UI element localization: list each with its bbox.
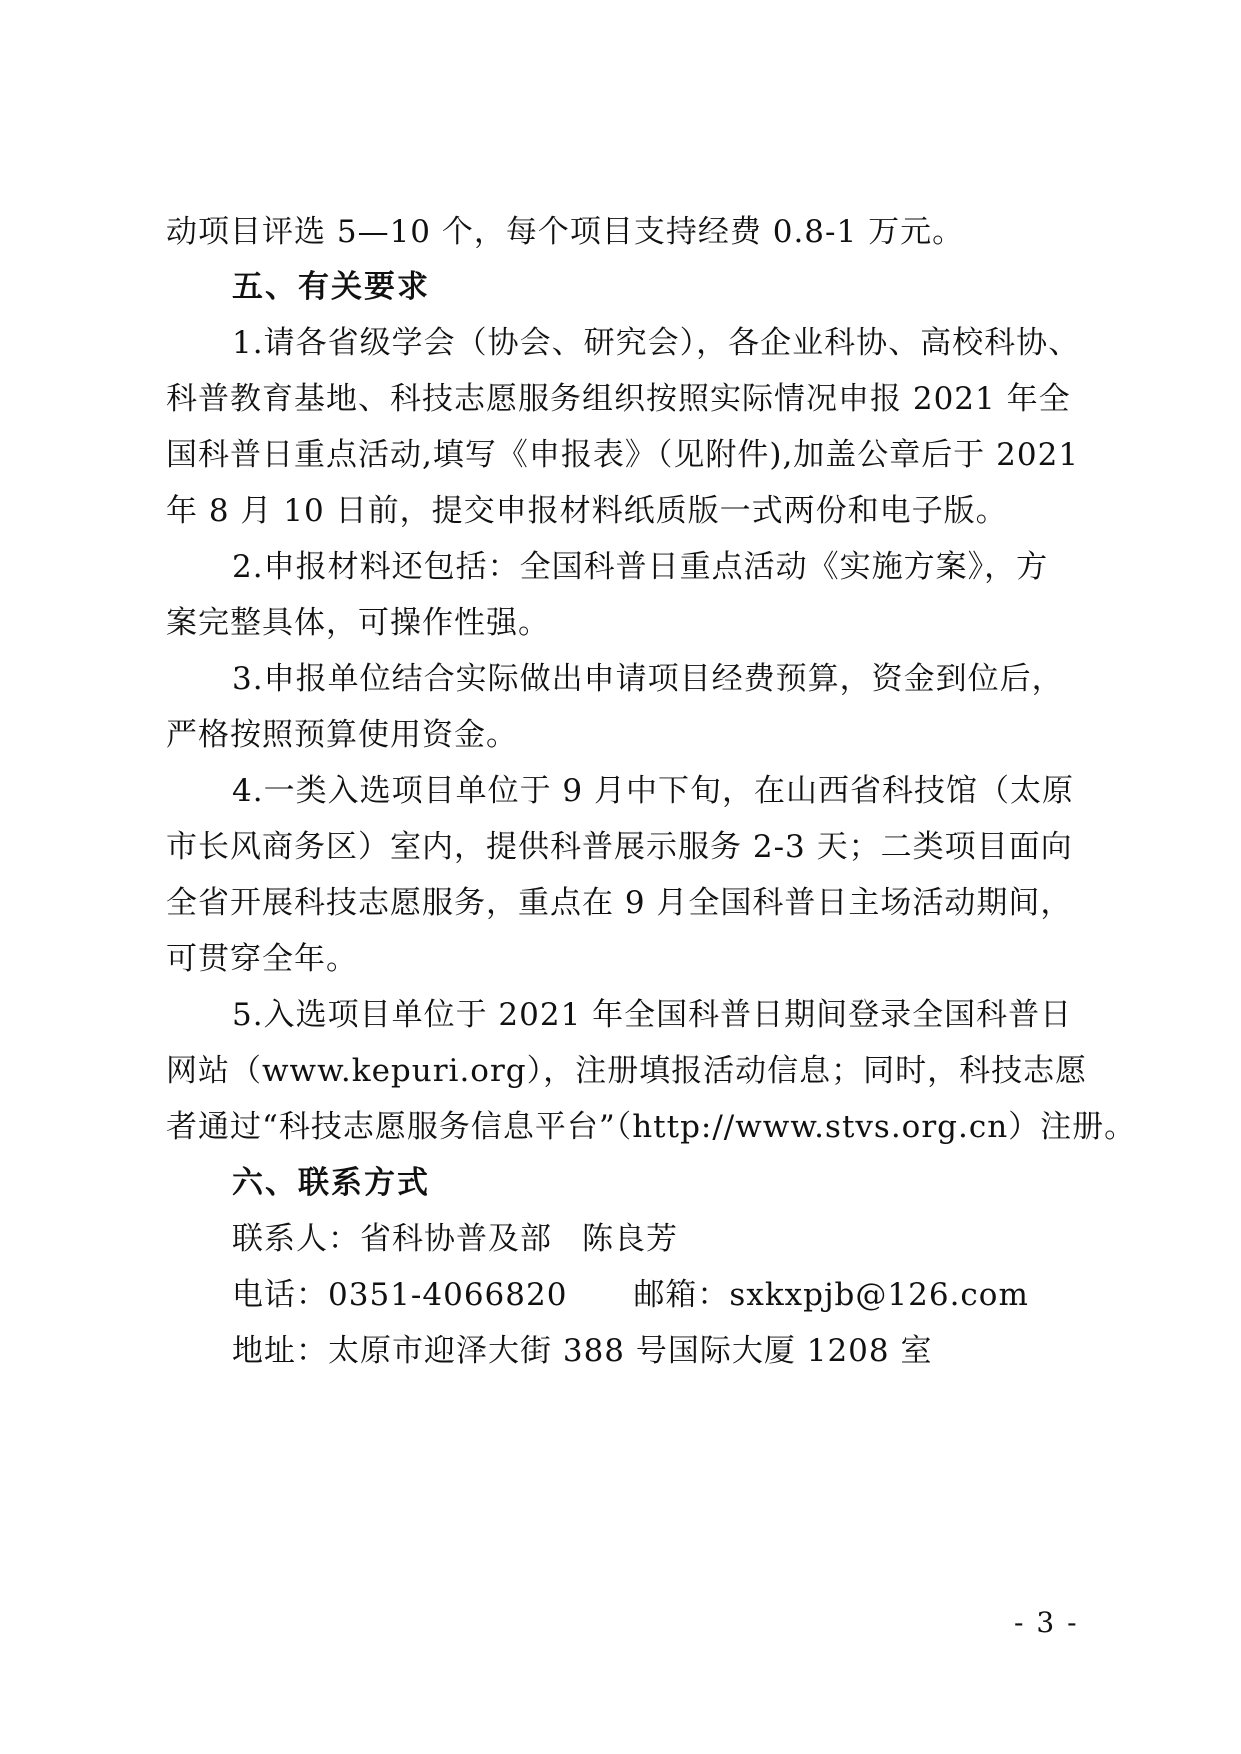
item-1-line-2: 科普教育基地、科技志愿服务组织按照实际情况申报 2021 年全	[166, 381, 1071, 417]
item-4-line-2: 市长风商务区）室内，提供科普展示服务 2-3 天；二类项目面向	[166, 829, 1073, 865]
page-number: - 3 -	[1014, 1606, 1079, 1639]
item-4-line-1: 4.一类入选项目单位于 9 月中下旬，在山西省科技馆（太原	[232, 773, 1075, 809]
item-1-line-1: 1.请各省级学会（协会、研究会），各企业科协、高校科协、	[232, 325, 1081, 361]
continuation-line: 动项目评选 5—10 个，每个项目支持经费 0.8-1 万元。	[166, 214, 965, 250]
section-5-heading: 五、有关要求	[232, 269, 430, 305]
item-3-line-2: 严格按照预算使用资金。	[166, 717, 518, 753]
contact-person-label: 联系人：省科协普及部	[232, 1221, 552, 1257]
phone-email-line	[232, 1275, 1029, 1315]
section-6-heading: 六、联系方式	[232, 1165, 430, 1201]
item-5-line-1: 5.入选项目单位于 2021 年全国科普日期间登录全国科普日	[232, 997, 1073, 1033]
item-2-line-2: 案完整具体，可操作性强。	[166, 605, 550, 641]
item-3-line-1: 3.申报单位结合实际做出申请项目经费预算，资金到位后，	[232, 661, 1064, 697]
address-line: 地址：太原市迎泽大街 388 号国际大厦 1208 室	[232, 1333, 933, 1369]
item-1-line-3: 国科普日重点活动,填写《申报表》（见附件),加盖公章后于 2021	[166, 437, 1080, 473]
phone-number: 电话：0351-4066820	[232, 1277, 568, 1313]
item-1-line-4: 年 8 月 10 日前，提交申报材料纸质版一式两份和电子版。	[166, 493, 1008, 529]
item-4-line-4: 可贯穿全年。	[166, 941, 358, 977]
item-5-line-2: 网站（www.kepuri.org），注册填报活动信息；同时，科技志愿	[166, 1053, 1088, 1089]
email-address: 邮箱：sxkxpjb@126.com	[633, 1277, 1029, 1313]
contact-name: 陈良芳	[582, 1221, 678, 1257]
item-4-line-3: 全省开展科技志愿服务，重点在 9 月全国科普日主场活动期间，	[166, 885, 1073, 921]
item-5-line-3: 者通过“科技志愿服务信息平台”（http://www.stvs.org.cn）注册。	[166, 1109, 1137, 1145]
contact-person-line	[232, 1219, 678, 1259]
item-2-line-1: 2.申报材料还包括：全国科普日重点活动《实施方案》，方	[232, 549, 1049, 585]
